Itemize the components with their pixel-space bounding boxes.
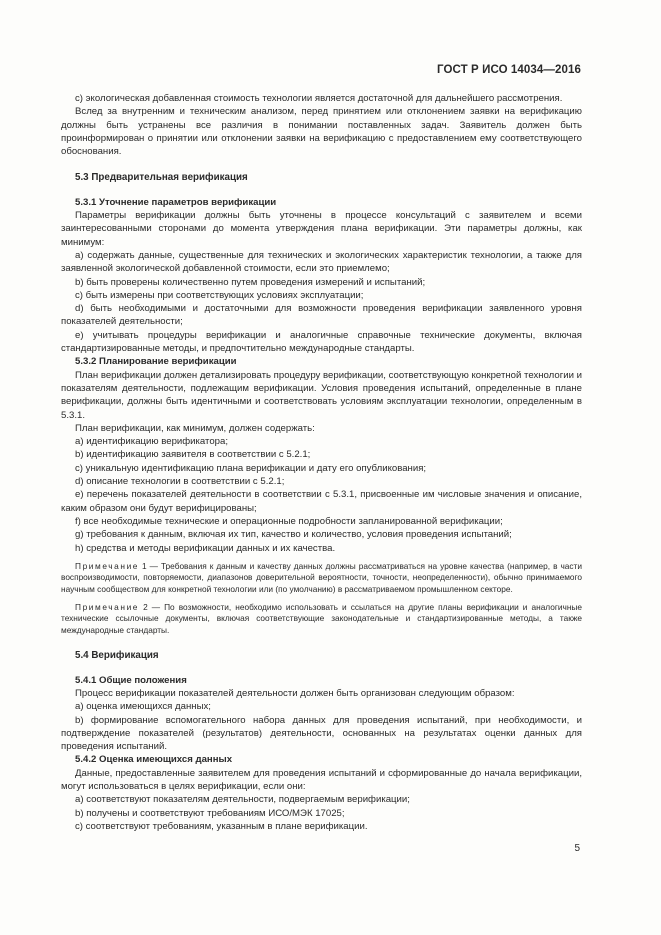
list-item: h) средства и методы верификации данных и их качества. xyxy=(75,542,336,554)
list-item: c) быть измерены при соответствующих условиях эксплуатации; xyxy=(75,289,364,301)
list-item: a) идентификацию верификатора; xyxy=(75,436,229,448)
list-item: f) все необходимые технические и операционные подробности запланированной верификации; xyxy=(75,515,503,527)
paragraph: Параметры верификации должны быть уточнены в процессе консультаций с заявителем и всеми заинтересованными сторонами до момента утверждения плана верификации. Эти параметры должны, как минимум: xyxy=(61,210,582,248)
list-item: d) описание технологии в соответствии с 5.2.1; xyxy=(75,476,285,488)
list-item: c) соответствуют требованиям, указанным в плане верификации. xyxy=(75,820,368,832)
note-text: 2 — По возможности, необходимо использовать и ссылаться на другие планы верификации и аналогичные технические ссылочные документы, включая соответствующие законодательные и стандартизированные методы, а также международные стандарты. xyxy=(61,601,582,635)
list-item: b) получены и соответствуют требованиям ИСО/МЭК 17025; xyxy=(75,807,345,819)
list-item: b) формирование вспомогательного набора данных для проведения испытаний, при необходимости, и подтверждение показателей (результатов) деятельности, основанных на результатах оценки данных для проведения испытаний. xyxy=(61,714,582,753)
paragraph: План верификации, как минимум, должен содержать: xyxy=(75,422,315,434)
page-content xyxy=(61,92,582,833)
section-heading-5-3: 5.3 Предварительная верификация xyxy=(75,172,248,184)
note-label: Примечание xyxy=(75,560,140,571)
paragraph: Вслед за внутренним и техническим анализом, перед принятием или отклонением заявки на верификацию должны быть устранены все различия в понимании поставленных задач. Заявитель должен быть проинформирован о принятии или отклонении заявки на верификацию с предоставлением ему соответствующего обоснования. xyxy=(61,106,582,158)
paragraph: c) экологическая добавленная стоимость технологии является достаточной для дальнейшего рассмотрения. xyxy=(75,93,563,104)
list-item: d) быть необходимыми и достаточными для возможности проведения верификации заявленного уровня показателей деятельности; xyxy=(61,303,582,328)
list-item: a) содержать данные, существенные для технических и экологических характеристик технологии, а также для заявленной экологической добавленной стоимости, если это приемлемо; xyxy=(61,249,582,275)
note-2 xyxy=(61,602,582,637)
page-number: 5 xyxy=(574,843,580,854)
list-item: g) требования к данным, включая их тип, качество и количество, условия проведения испытаний; xyxy=(75,529,512,541)
paragraph: Процесс верификации показателей деятельности должен быть организован следующим образом: xyxy=(75,687,515,699)
note-label: Примечание xyxy=(75,601,140,612)
note-1 xyxy=(61,561,582,596)
subsection-heading-5-3-1: 5.3.1 Уточнение параметров верификации xyxy=(75,196,277,208)
paragraph: Данные, предоставленные заявителем для проведения испытаний и сформированные до начала верификации, могут использоваться в целях верификации, если они: xyxy=(61,767,582,793)
list-item: a) оценка имеющихся данных; xyxy=(75,701,211,713)
list-item: e) перечень показателей деятельности в соответствии с 5.3.1, присвоенные им числовые значения и описание, каким образом они будут верифицированы; xyxy=(61,489,582,514)
list-item: e) учитывать процедуры верификации и аналогичные справочные технические документы, включая стандартизированные методы, и предпочтительно международные стандарты. xyxy=(61,329,582,355)
list-item: c) уникальную идентификацию плана верификации и дату его опубликования; xyxy=(75,462,427,474)
list-item: b) быть проверены количественно путем проведения измерений и испытаний; xyxy=(75,276,426,288)
list-item: b) идентификацию заявителя в соответствии с 5.2.1; xyxy=(75,449,311,461)
paragraph: План верификации должен детализировать процедуру верификации, соответствующую конкретной технологии и показателям деятельности, подлежащим верификации. Условия проведения испытаний, определенные в плане верификации, должны быть идентичными и соответствовать условиям эксплуатации технологии, определенным в 5.3.1. xyxy=(61,369,582,421)
note-text: 1 — Требования к данным и качеству данных должны рассматриваться на уровне качества (например, в части воспроизводимости, повторяемости, диапазонов доверительной вероятности, точности, неопределенности), обычно принимаемого научным сообществом для конкретной технологии или (по умолчанию) в рассматриваемом промышленном секторе. xyxy=(61,560,582,594)
subsection-heading-5-4-2: 5.4.2 Оценка имеющихся данных xyxy=(75,754,233,766)
section-heading-5-4: 5.4 Верификация xyxy=(75,650,159,662)
list-item: a) соответствуют показателям деятельности, подвергаемым верификации; xyxy=(75,794,410,806)
subsection-heading-5-4-1: 5.4.1 Общие положения xyxy=(75,674,187,686)
subsection-heading-5-3-2: 5.3.2 Планирование верификации xyxy=(75,356,237,368)
document-code-header: ГОСТ Р ИСО 14034—2016 xyxy=(436,64,581,76)
